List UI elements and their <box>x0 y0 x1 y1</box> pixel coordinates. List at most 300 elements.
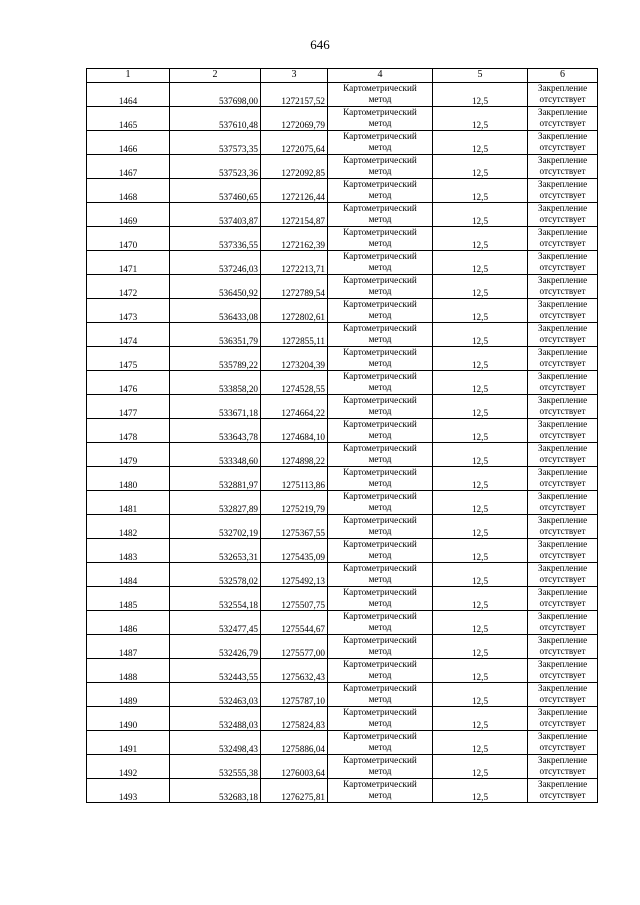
method-line-2: метод <box>368 645 392 656</box>
fixing-cell <box>528 563 598 587</box>
method-cell <box>328 299 433 323</box>
x-coordinate-cell: 533643,78 <box>170 419 261 443</box>
accuracy-cell: 12,5 <box>433 83 528 107</box>
fixing-line-1: Закрепление <box>537 371 588 381</box>
fixing-line-2: отсутствует <box>539 141 586 152</box>
method-cell <box>328 275 433 299</box>
fixing-cell <box>528 203 598 227</box>
method-cell <box>328 515 433 539</box>
point-number-cell: 1483 <box>87 539 170 563</box>
fixing-cell <box>528 755 598 779</box>
method-line-2: метод <box>368 765 392 776</box>
method-line-2: метод <box>368 477 392 488</box>
accuracy-cell: 12,5 <box>433 731 528 755</box>
point-number-cell: 1492 <box>87 755 170 779</box>
point-number-cell: 1464 <box>87 83 170 107</box>
accuracy-cell: 12,5 <box>433 227 528 251</box>
point-number-cell: 1490 <box>87 707 170 731</box>
y-coordinate-cell: 1272157,52 <box>261 83 328 107</box>
method-cell <box>328 155 433 179</box>
method-line-2: метод <box>368 165 392 176</box>
accuracy-cell: 12,5 <box>433 155 528 179</box>
point-number-cell: 1470 <box>87 227 170 251</box>
fixing-cell <box>528 83 598 107</box>
y-coordinate-cell: 1275113,86 <box>261 467 328 491</box>
fixing-line-2: отсутствует <box>539 597 586 608</box>
y-coordinate-cell: 1272075,64 <box>261 131 328 155</box>
fixing-line-1: Закрепление <box>537 755 588 765</box>
fixing-line-2: отсутствует <box>539 237 586 248</box>
y-coordinate-cell: 1274664,22 <box>261 395 328 419</box>
column-header-6: 6 <box>528 69 598 83</box>
accuracy-cell: 12,5 <box>433 491 528 515</box>
table-row <box>87 83 598 107</box>
table-row <box>87 683 598 707</box>
fixing-line-2: отсутствует <box>539 501 586 512</box>
method-line-1: Картометрический <box>343 443 417 453</box>
method-line-2: метод <box>368 333 392 344</box>
method-line-1: Картометрический <box>343 155 417 165</box>
table-row <box>87 203 598 227</box>
method-cell <box>328 179 433 203</box>
table-row <box>87 707 598 731</box>
accuracy-cell: 12,5 <box>433 419 528 443</box>
fixing-cell <box>528 491 598 515</box>
method-line-1: Картометрический <box>343 227 417 237</box>
x-coordinate-cell: 536450,92 <box>170 275 261 299</box>
fixing-line-2: отсутствует <box>539 621 586 632</box>
point-number-cell: 1488 <box>87 659 170 683</box>
x-coordinate-cell: 536433,08 <box>170 299 261 323</box>
fixing-line-2: отсутствует <box>539 549 586 560</box>
x-coordinate-cell: 532578,02 <box>170 563 261 587</box>
point-number-cell: 1489 <box>87 683 170 707</box>
fixing-line-2: отсутствует <box>539 573 586 584</box>
fixing-cell <box>528 251 598 275</box>
table-row <box>87 443 598 467</box>
x-coordinate-cell: 536351,79 <box>170 323 261 347</box>
method-cell <box>328 443 433 467</box>
table-row <box>87 755 598 779</box>
column-header-3: 3 <box>261 69 328 83</box>
method-line-1: Картометрический <box>343 395 417 405</box>
fixing-cell <box>528 659 598 683</box>
method-cell <box>328 347 433 371</box>
fixing-line-1: Закрепление <box>537 467 588 477</box>
method-line-2: метод <box>368 741 392 752</box>
fixing-line-2: отсутствует <box>539 765 586 776</box>
table-row <box>87 107 598 131</box>
fixing-cell <box>528 227 598 251</box>
fixing-cell <box>528 275 598 299</box>
method-line-2: метод <box>368 501 392 512</box>
table-row <box>87 155 598 179</box>
method-cell <box>328 107 433 131</box>
table-row <box>87 779 598 803</box>
table-row <box>87 131 598 155</box>
method-cell <box>328 683 433 707</box>
x-coordinate-cell: 532881,97 <box>170 467 261 491</box>
method-cell <box>328 227 433 251</box>
fixing-line-2: отсутствует <box>539 645 586 656</box>
y-coordinate-cell: 1272092,85 <box>261 155 328 179</box>
method-line-2: метод <box>368 525 392 536</box>
column-header-1: 1 <box>87 69 170 83</box>
method-line-2: метод <box>368 117 392 128</box>
x-coordinate-cell: 532653,31 <box>170 539 261 563</box>
y-coordinate-cell: 1272802,61 <box>261 299 328 323</box>
x-coordinate-cell: 532488,03 <box>170 707 261 731</box>
coordinates-table <box>86 68 598 803</box>
method-cell <box>328 563 433 587</box>
fixing-cell <box>528 323 598 347</box>
fixing-line-1: Закрепление <box>537 587 588 597</box>
y-coordinate-cell: 1275886,04 <box>261 731 328 755</box>
fixing-line-1: Закрепление <box>537 83 588 93</box>
method-line-1: Картометрический <box>343 371 417 381</box>
method-cell <box>328 203 433 227</box>
fixing-cell <box>528 467 598 491</box>
method-line-1: Картометрический <box>343 779 417 789</box>
y-coordinate-cell: 1275492,13 <box>261 563 328 587</box>
method-line-1: Картометрический <box>343 515 417 525</box>
x-coordinate-cell: 532555,38 <box>170 755 261 779</box>
method-line-2: метод <box>368 405 392 416</box>
fixing-line-2: отсутствует <box>539 525 586 536</box>
table-row <box>87 347 598 371</box>
fixing-line-1: Закрепление <box>537 731 588 741</box>
method-line-1: Картометрический <box>343 107 417 117</box>
method-line-2: метод <box>368 309 392 320</box>
table-row <box>87 491 598 515</box>
accuracy-cell: 12,5 <box>433 467 528 491</box>
method-line-1: Картометрический <box>343 251 417 261</box>
x-coordinate-cell: 537336,55 <box>170 227 261 251</box>
x-coordinate-cell: 537246,03 <box>170 251 261 275</box>
column-header-5: 5 <box>433 69 528 83</box>
point-number-cell: 1467 <box>87 155 170 179</box>
point-number-cell: 1465 <box>87 107 170 131</box>
method-line-2: метод <box>368 453 392 464</box>
method-line-1: Картометрический <box>343 275 417 285</box>
point-number-cell: 1481 <box>87 491 170 515</box>
table-row <box>87 635 598 659</box>
fixing-line-1: Закрепление <box>537 299 588 309</box>
fixing-line-1: Закрепление <box>537 107 588 117</box>
table-row <box>87 179 598 203</box>
method-line-1: Картометрический <box>343 563 417 573</box>
method-line-2: метод <box>368 573 392 584</box>
table-row <box>87 227 598 251</box>
fixing-line-1: Закрепление <box>537 419 588 429</box>
fixing-cell <box>528 419 598 443</box>
fixing-cell <box>528 731 598 755</box>
method-cell <box>328 587 433 611</box>
method-line-1: Картометрический <box>343 179 417 189</box>
point-number-cell: 1476 <box>87 371 170 395</box>
x-coordinate-cell: 532554,18 <box>170 587 261 611</box>
x-coordinate-cell: 532683,18 <box>170 779 261 803</box>
fixing-line-1: Закрепление <box>537 155 588 165</box>
fixing-line-2: отсутствует <box>539 261 586 272</box>
table-row <box>87 515 598 539</box>
method-line-1: Картометрический <box>343 587 417 597</box>
x-coordinate-cell: 532827,89 <box>170 491 261 515</box>
method-line-1: Картометрический <box>343 131 417 141</box>
accuracy-cell: 12,5 <box>433 179 528 203</box>
point-number-cell: 1471 <box>87 251 170 275</box>
y-coordinate-cell: 1275632,43 <box>261 659 328 683</box>
y-coordinate-cell: 1275824,83 <box>261 707 328 731</box>
y-coordinate-cell: 1274898,22 <box>261 443 328 467</box>
x-coordinate-cell: 537523,36 <box>170 155 261 179</box>
table-row <box>87 659 598 683</box>
method-line-2: метод <box>368 621 392 632</box>
fixing-cell <box>528 443 598 467</box>
accuracy-cell: 12,5 <box>433 611 528 635</box>
x-coordinate-cell: 532702,19 <box>170 515 261 539</box>
method-cell <box>328 371 433 395</box>
fixing-line-2: отсутствует <box>539 333 586 344</box>
accuracy-cell: 12,5 <box>433 755 528 779</box>
y-coordinate-cell: 1275435,09 <box>261 539 328 563</box>
method-cell <box>328 707 433 731</box>
accuracy-cell: 12,5 <box>433 659 528 683</box>
fixing-line-2: отсутствует <box>539 189 586 200</box>
method-line-1: Картометрический <box>343 467 417 477</box>
x-coordinate-cell: 533858,20 <box>170 371 261 395</box>
fixing-line-2: отсутствует <box>539 429 586 440</box>
point-number-cell: 1478 <box>87 419 170 443</box>
fixing-line-1: Закрепление <box>537 203 588 213</box>
fixing-line-1: Закрепление <box>537 491 588 501</box>
point-number-cell: 1477 <box>87 395 170 419</box>
y-coordinate-cell: 1275507,75 <box>261 587 328 611</box>
point-number-cell: 1482 <box>87 515 170 539</box>
method-line-2: метод <box>368 693 392 704</box>
fixing-line-2: отсутствует <box>539 357 586 368</box>
y-coordinate-cell: 1272126,44 <box>261 179 328 203</box>
y-coordinate-cell: 1275544,67 <box>261 611 328 635</box>
fixing-cell <box>528 179 598 203</box>
accuracy-cell: 12,5 <box>433 443 528 467</box>
point-number-cell: 1468 <box>87 179 170 203</box>
method-line-2: метод <box>368 93 392 104</box>
table-row <box>87 323 598 347</box>
fixing-line-1: Закрепление <box>537 707 588 717</box>
y-coordinate-cell: 1275219,79 <box>261 491 328 515</box>
point-number-cell: 1487 <box>87 635 170 659</box>
method-cell <box>328 323 433 347</box>
table-row <box>87 371 598 395</box>
x-coordinate-cell: 532498,43 <box>170 731 261 755</box>
y-coordinate-cell: 1275367,55 <box>261 515 328 539</box>
point-number-cell: 1486 <box>87 611 170 635</box>
column-header-2: 2 <box>170 69 261 83</box>
point-number-cell: 1475 <box>87 347 170 371</box>
table-row <box>87 563 598 587</box>
x-coordinate-cell: 537403,87 <box>170 203 261 227</box>
fixing-cell <box>528 515 598 539</box>
table-row <box>87 299 598 323</box>
point-number-cell: 1491 <box>87 731 170 755</box>
y-coordinate-cell: 1272213,71 <box>261 251 328 275</box>
accuracy-cell: 12,5 <box>433 515 528 539</box>
fixing-line-2: отсутствует <box>539 477 586 488</box>
method-cell <box>328 731 433 755</box>
fixing-line-2: отсутствует <box>539 93 586 104</box>
fixing-cell <box>528 299 598 323</box>
x-coordinate-cell: 532443,55 <box>170 659 261 683</box>
y-coordinate-cell: 1276003,64 <box>261 755 328 779</box>
method-line-1: Картометрический <box>343 539 417 549</box>
x-coordinate-cell: 532463,03 <box>170 683 261 707</box>
fixing-line-1: Закрепление <box>537 323 588 333</box>
fixing-cell <box>528 395 598 419</box>
fixing-line-1: Закрепление <box>537 227 588 237</box>
accuracy-cell: 12,5 <box>433 203 528 227</box>
fixing-line-2: отсутствует <box>539 717 586 728</box>
method-cell <box>328 251 433 275</box>
method-cell <box>328 395 433 419</box>
accuracy-cell: 12,5 <box>433 275 528 299</box>
fixing-cell <box>528 635 598 659</box>
method-line-1: Картометрический <box>343 707 417 717</box>
fixing-cell <box>528 707 598 731</box>
accuracy-cell: 12,5 <box>433 347 528 371</box>
table-row <box>87 731 598 755</box>
x-coordinate-cell: 537573,35 <box>170 131 261 155</box>
method-line-1: Картометрический <box>343 659 417 669</box>
accuracy-cell: 12,5 <box>433 563 528 587</box>
method-line-2: метод <box>368 213 392 224</box>
point-number-cell: 1474 <box>87 323 170 347</box>
method-line-2: метод <box>368 237 392 248</box>
method-line-2: метод <box>368 597 392 608</box>
point-number-cell: 1479 <box>87 443 170 467</box>
fixing-cell <box>528 779 598 803</box>
fixing-line-2: отсутствует <box>539 213 586 224</box>
point-number-cell: 1484 <box>87 563 170 587</box>
fixing-line-1: Закрепление <box>537 563 588 573</box>
accuracy-cell: 12,5 <box>433 251 528 275</box>
method-line-1: Картометрический <box>343 203 417 213</box>
fixing-cell <box>528 587 598 611</box>
fixing-line-1: Закрепление <box>537 611 588 621</box>
method-line-1: Картометрический <box>343 323 417 333</box>
fixing-cell <box>528 539 598 563</box>
method-cell <box>328 755 433 779</box>
fixing-line-1: Закрепление <box>537 635 588 645</box>
method-line-2: метод <box>368 381 392 392</box>
method-cell <box>328 83 433 107</box>
accuracy-cell: 12,5 <box>433 299 528 323</box>
y-coordinate-cell: 1275577,00 <box>261 635 328 659</box>
fixing-cell <box>528 611 598 635</box>
method-line-2: метод <box>368 669 392 680</box>
y-coordinate-cell: 1274684,10 <box>261 419 328 443</box>
method-cell <box>328 419 433 443</box>
x-coordinate-cell: 533671,18 <box>170 395 261 419</box>
point-number-cell: 1480 <box>87 467 170 491</box>
fixing-cell <box>528 107 598 131</box>
page-number: 646 <box>310 37 330 52</box>
fixing-line-2: отсутствует <box>539 381 586 392</box>
fixing-line-1: Закрепление <box>537 131 588 141</box>
y-coordinate-cell: 1272789,54 <box>261 275 328 299</box>
point-number-cell: 1493 <box>87 779 170 803</box>
method-cell <box>328 659 433 683</box>
table-row <box>87 275 598 299</box>
fixing-line-2: отсутствует <box>539 693 586 704</box>
y-coordinate-cell: 1276275,81 <box>261 779 328 803</box>
point-number-cell: 1472 <box>87 275 170 299</box>
method-line-2: метод <box>368 429 392 440</box>
y-coordinate-cell: 1272162,39 <box>261 227 328 251</box>
accuracy-cell: 12,5 <box>433 131 528 155</box>
fixing-cell <box>528 155 598 179</box>
y-coordinate-cell: 1272855,11 <box>261 323 328 347</box>
fixing-line-1: Закрепление <box>537 779 588 789</box>
fixing-cell <box>528 347 598 371</box>
fixing-line-2: отсутствует <box>539 405 586 416</box>
method-line-2: метод <box>368 717 392 728</box>
fixing-line-1: Закрепление <box>537 395 588 405</box>
fixing-line-1: Закрепление <box>537 539 588 549</box>
table-row <box>87 611 598 635</box>
header-row <box>87 69 598 83</box>
method-cell <box>328 611 433 635</box>
fixing-line-2: отсутствует <box>539 453 586 464</box>
method-line-1: Картометрический <box>343 299 417 309</box>
method-line-1: Картометрический <box>343 419 417 429</box>
y-coordinate-cell: 1272154,87 <box>261 203 328 227</box>
x-coordinate-cell: 537460,65 <box>170 179 261 203</box>
method-line-2: метод <box>368 357 392 368</box>
method-cell <box>328 491 433 515</box>
fixing-line-1: Закрепление <box>537 443 588 453</box>
method-line-1: Картометрический <box>343 635 417 645</box>
x-coordinate-cell: 533348,60 <box>170 443 261 467</box>
method-cell <box>328 635 433 659</box>
accuracy-cell: 12,5 <box>433 779 528 803</box>
fixing-line-2: отсутствует <box>539 117 586 128</box>
accuracy-cell: 12,5 <box>433 371 528 395</box>
table-row <box>87 395 598 419</box>
x-coordinate-cell: 537698,00 <box>170 83 261 107</box>
accuracy-cell: 12,5 <box>433 707 528 731</box>
method-line-1: Картометрический <box>343 731 417 741</box>
point-number-cell: 1485 <box>87 587 170 611</box>
fixing-line-1: Закрепление <box>537 659 588 669</box>
x-coordinate-cell: 532426,79 <box>170 635 261 659</box>
fixing-line-1: Закрепление <box>537 515 588 525</box>
y-coordinate-cell: 1272069,79 <box>261 107 328 131</box>
accuracy-cell: 12,5 <box>433 323 528 347</box>
method-line-1: Картометрический <box>343 611 417 621</box>
accuracy-cell: 12,5 <box>433 587 528 611</box>
method-cell <box>328 131 433 155</box>
accuracy-cell: 12,5 <box>433 635 528 659</box>
method-line-2: метод <box>368 549 392 560</box>
method-line-1: Картометрический <box>343 755 417 765</box>
fixing-line-2: отсутствует <box>539 165 586 176</box>
x-coordinate-cell: 532477,45 <box>170 611 261 635</box>
accuracy-cell: 12,5 <box>433 539 528 563</box>
point-number-cell: 1466 <box>87 131 170 155</box>
method-line-1: Картометрический <box>343 347 417 357</box>
method-line-1: Картометрический <box>343 683 417 693</box>
